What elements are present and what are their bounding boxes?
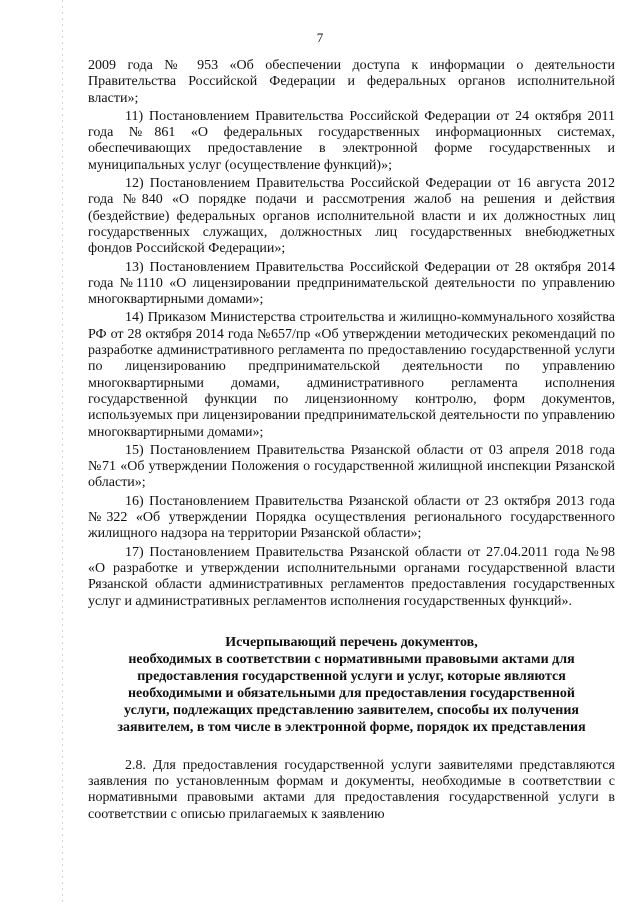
section-heading: [88, 634, 615, 736]
paragraph-item-11: 11) Постановлением Правительства Российской Федерации от 24 октября 2011 года №861 «О федеральных государственных информационных системах, обеспечивающих предоставление в электронной форме государственных и муниципальных услуг (осуществление функций)»;: [88, 108, 615, 173]
paragraph-continuation: 2009 года № 953 «Об обеспечении доступа к информации о деятельности Правительства Российской Федерации и федеральных органов исполнительной власти»;: [88, 58, 615, 106]
paragraph-item-16: 16) Постановлением Правительства Рязанской области от 23 октября 2013 года №322 «Об утверждении Порядка осуществления регионального государственного жилищного надзора на территории Рязанской области»;: [88, 493, 615, 542]
heading-line: услуги, подлежащих представлению заявителем, способы их получения: [124, 702, 579, 718]
heading-line: Исчерпывающий перечень документов,: [225, 634, 478, 650]
paragraph-item-13: 13) Постановлением Правительства Российской Федерации от 28 октября 2014 года №1110 «О лицензировании предпринимательской деятельности по управлению многоквартирными домами»;: [88, 259, 615, 308]
paragraph-item-17: 17) Постановлением Правительства Рязанской области от 27.04.2011 года №98 «О разработке и утверждении исполнительными органами государственной власти Рязанской области административных регламентов предоставления государственных услуг и административных регламентов исполнения государственных функций».: [88, 544, 615, 609]
paragraph-item-12: 12) Постановлением Правительства Российской Федерации от 16 августа 2012 года №840 «О порядке подачи и рассмотрения жалоб на решения и действия (бездействие) федеральных органов исполнительной власти и их должностных лиц государственных служащих, должностных лиц государственных внебюджетных фондов Российской Федерации»;: [88, 176, 615, 257]
paragraph-item-14: 14) Приказом Министерства строительства и жилищно-коммунального хозяйства РФ от 28 октября 2014 года №657/пр «Об утверждении методических рекомендаций по разработке административного регламента по предоставлению государственной услуги по лицензированию предпринимательской деятельности по управлению многоквартирными домами, административного регламента исполнения государственной функции по лицензионному контролю, форм документов, используемых при лицензировании предпринимательской деятельности по управлению многоквартирными домами»;: [88, 310, 615, 440]
heading-line: необходимыми и обязательными для предоставления государственной: [127, 685, 575, 701]
heading-line: предоставления государственной услуги и услуг, которые являются: [137, 668, 566, 684]
page-number: 7: [316, 30, 324, 45]
paragraph-2-8: 2.8. Для предоставления государственной услуги заявителями представляются заявления по установленным формам и документы, необходимые в соответствии с нормативными правовыми актами для предоставления государственной услуги в соответствии с описью прилагаемых к заявлению: [88, 757, 615, 822]
heading-line: заявителем, в том числе в электронной форме, порядок их представления: [117, 719, 586, 735]
scan-edge-mark: [62, 0, 63, 905]
paragraph-item-15: 15) Постановлением Правительства Рязанской области от 03 апреля 2018 года №71 «Об утверждении Положения о государственной жилищной инспекции Рязанской области»;: [88, 442, 615, 491]
heading-line: необходимых в соответствии с нормативными правовыми актами для: [128, 651, 575, 667]
document-body: [88, 58, 615, 825]
